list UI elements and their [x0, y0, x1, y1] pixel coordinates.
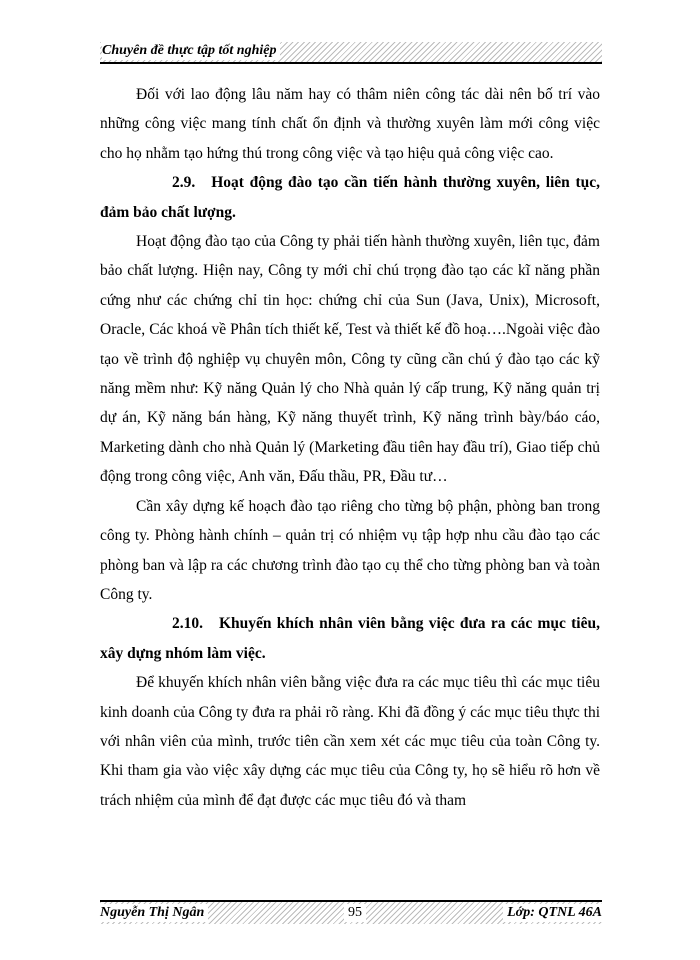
- paragraph-4: Để khuyến khích nhân viên bằng việc đưa ra các mục tiêu thì các mục tiêu kinh doanh của Công ty đưa ra phải rõ ràng. Khi đã đồng ý các mục tiêu thực thi với nhân viên của mình, trước tiên cần xem xét các mục tiêu của toàn Công ty. Khi tham gia vào việc xây dựng các mục tiêu của Công ty, họ sẽ hiểu rõ hơn về trách nhiệm của mình để đạt được các mục tiêu đó và tham: [100, 674, 600, 809]
- paragraph-3: Cần xây dựng kế hoạch đào tạo riêng cho từng bộ phận, phòng ban trong công ty. Phòng hành chính – quản trị có nhiệm vụ tập hợp nhu cầu đào tạo các phòng ban và lập ra các chương trình đào tạo cụ thể cho từng phòng ban và toàn Công ty.: [100, 497, 600, 603]
- section-title: Khuyến khích nhân viên bằng việc đưa ra các mục tiêu, xây dựng nhóm làm việc.: [100, 615, 600, 662]
- section-heading-2-10: [100, 609, 600, 668]
- document-body: [100, 80, 600, 815]
- section-number: 2.10.: [172, 615, 203, 633]
- section-number: 2.9.: [172, 174, 196, 192]
- footer-author: Nguyễn Thị Ngân: [100, 904, 208, 922]
- page-header: [100, 42, 602, 64]
- header-title: Chuyên đề thực tập tốt nghiệp: [102, 42, 280, 60]
- paragraph-2: Hoạt động đào tạo của Công ty phải tiến hành thường xuyên, liên tục, đảm bảo chất lượng. Hiện nay, Công ty mới chỉ chú trọng đào tạo các kĩ năng phần cứng như các chứng chỉ tin học: chứng chỉ của Sun (Java, Unix), Microsoft, Oracle, Các khoá về Phân tích thiết kế, Test và thiết kế đồ hoạ….Ngoài việc đào tạo về trình độ nghiệp vụ chuyên môn, Công ty cũng cần chú ý đào tạo các kỹ năng mềm như: Kỹ năng Quản lý cho Nhà quản lý cấp trung, Kỹ năng quản trị dự án, Kỹ năng bán hàng, Kỹ năng thuyết trình, Kỹ năng trình bày/báo cáo, Marketing dành cho nhà Quản lý (Marketing đầu tiên hay đầu trí), Giao tiếp chủ động trong công việc, Anh văn, Đấu thầu, PR, Đầu tư…: [100, 233, 600, 486]
- footer-class: Lớp: QTNL 46A: [503, 904, 602, 922]
- page-footer: [100, 900, 602, 924]
- page-number: 95: [344, 904, 366, 922]
- section-heading-2-9: [100, 168, 600, 227]
- section-title: Hoạt động đào tạo cần tiến hành thường xuyên, liên tục, đảm bảo chất lượng.: [100, 174, 600, 221]
- paragraph-1: Đối với lao động lâu năm hay có thâm niên công tác dài nên bố trí vào những công việc mang tính chất ổn định và thường xuyên làm mới công việc cho họ nhằm tạo hứng thú trong công việc và tạo hiệu quả công việc cao.: [100, 86, 600, 162]
